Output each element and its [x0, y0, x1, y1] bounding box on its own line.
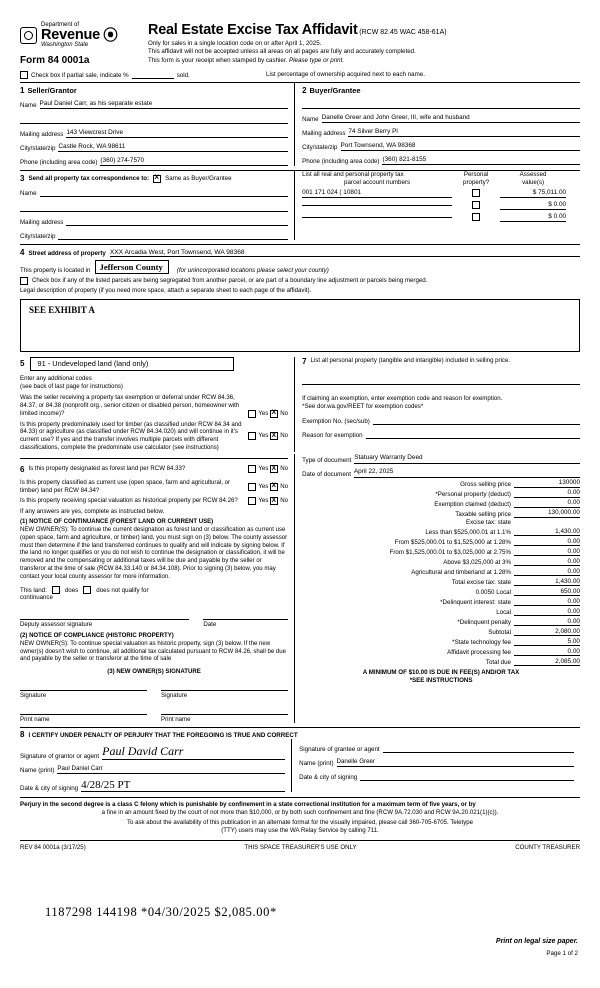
money-row: [302, 578, 580, 587]
buyer-city-label: City/state/zip: [302, 144, 338, 151]
money-row: [302, 568, 580, 577]
money-row: [302, 528, 580, 537]
exemption-note: If claiming an exemption, enter exemption code and reason for exemption.: [302, 394, 503, 402]
partial-sale-label: Check box if partial sale, indicate %: [31, 71, 129, 79]
new-owner-signature-label-2: Signature: [161, 692, 188, 700]
header-sub-1: Only for sales in a single location code on or after April 1, 2025.: [148, 40, 322, 47]
exemption-reason-input[interactable]: [366, 429, 580, 439]
money-label: Total excise tax: state: [451, 579, 511, 587]
money-value[interactable]: 130000: [514, 479, 580, 488]
section-4-number: 4: [20, 248, 25, 257]
legal-description-label: Legal description of property (if you need more space, attach a separate sheet to each page of the affidavit).: [20, 287, 312, 294]
money-label: Excise tax: state: [465, 519, 511, 527]
page-title: Real Estate Excise Tax Affidavit: [148, 22, 358, 38]
seller-city-label: City/state/zip: [20, 145, 56, 152]
docdate-input[interactable]: April 22, 2025: [354, 468, 580, 478]
assessed-head-line2: value(s): [522, 178, 545, 186]
money-row: [302, 558, 580, 567]
money-row: [302, 648, 580, 657]
table-row: [302, 213, 580, 223]
s6q2-no-label: No: [280, 482, 289, 490]
land-does-checkbox[interactable]: [52, 586, 60, 594]
s6q1-no-checkbox[interactable]: [270, 465, 278, 473]
buyer-name-label: Name: [302, 116, 319, 123]
perjury-line-1: Perjury in the second degree is a class C felony which is punishable by confinement in a state correctional institution for a maximum term of five years, or by: [20, 801, 476, 809]
minimum-due-note-1: A MINIMUM OF $10.00 IS DUE IN FEE(S) AND/OR TAX: [362, 669, 520, 677]
grantor-name-input[interactable]: Paul Daniel Carr: [57, 765, 285, 774]
located-in-label: This property is located in: [20, 267, 91, 274]
section-5-use-code: [20, 357, 295, 452]
legal-description-value: SEE EXHIBIT A: [29, 304, 95, 315]
partial-sale-checkbox[interactable]: [20, 71, 28, 79]
seller-phone-label: Phone (including area code): [20, 159, 98, 166]
county-treasurer-label: COUNTY TREASURER: [515, 843, 580, 851]
section-8-number: 8: [20, 730, 25, 740]
seller-mailing-input[interactable]: 143 Viewcrest Drive: [66, 129, 288, 139]
grantor-sig-label: Signature of grantor or agent: [20, 753, 100, 761]
grantee-sig-label: Signature of grantee or agent: [299, 746, 380, 754]
this-land-label: This land:: [20, 586, 47, 594]
money-row: [302, 538, 580, 547]
section-1-number: 1: [20, 86, 25, 95]
money-value[interactable]: 0.00: [514, 598, 580, 607]
money-row: [302, 618, 580, 627]
q2-no-checkbox[interactable]: [270, 432, 278, 440]
section-3-title: Send all property tax correspondence to:: [28, 175, 150, 182]
section-7-title: List all personal property (tangible and intangible) included in selling price.: [310, 356, 511, 364]
ownership-note: List percentage of ownership acquired next to each name.: [266, 71, 425, 78]
notice-1-title: (1) NOTICE OF CONTINUANCE (FOREST LAND OR CURRENT USE): [20, 519, 214, 526]
same-as-buyer-label: Same as Buyer/Grantee: [165, 175, 232, 182]
parcel-number-input[interactable]: [302, 205, 452, 207]
table-row: [302, 201, 580, 211]
money-label: Taxable selling price: [455, 510, 511, 518]
seller-name-input[interactable]: Paul Daniel Carr, as his separate estate: [40, 100, 289, 110]
land-does-not-label: does not qualify for: [96, 586, 149, 594]
exemption-no-label: Exemption No. (sec/sub): [302, 417, 370, 425]
land-does-not-checkbox[interactable]: [83, 586, 91, 594]
land-use-code-select[interactable]: 91 - Undeveloped land (land only): [30, 357, 234, 371]
s6q1-no-label: No: [280, 465, 289, 473]
money-value[interactable]: 1,430.00: [514, 578, 580, 587]
corr-mailing-label: Mailing address: [20, 219, 64, 226]
grantee-name-input[interactable]: Danelle Greer: [337, 758, 574, 767]
new-owner-printname-label-1: Print name: [20, 716, 50, 724]
q2-yes-label: Yes: [258, 432, 269, 440]
form-footer: [20, 840, 580, 851]
q2-no-label: No: [280, 432, 289, 440]
ada-line-1: To ask about the availability of this publication in an alternate format for the visually impaired, please call 360-705-6705. Teletype: [126, 818, 474, 826]
new-owner-signature-field-1[interactable]: [20, 681, 147, 691]
section-6-question-1: Is this property designated as forest land per RCW 84.33?: [28, 465, 186, 473]
s6q2-no-checkbox[interactable]: [270, 483, 278, 491]
buyer-city-input[interactable]: Port Townsend, WA 98368: [341, 142, 581, 152]
q1-yes-checkbox[interactable]: [248, 410, 256, 418]
assessed-value-input[interactable]: $ 0.00: [500, 213, 566, 222]
doctype-label: Type of document: [302, 456, 352, 464]
assessed-value-input[interactable]: $ 75,011.00: [500, 189, 566, 198]
money-label: From $1,525,000.01 to $3,025,000 at 2.75%: [389, 549, 511, 557]
section-8-title: I CERTIFY UNDER PENALTY OF PERJURY THAT THE FOREGOING IS TRUE AND CORRECT: [28, 732, 298, 740]
assessed-head-line1: Assessed: [519, 171, 547, 178]
correspondence-parcels-block: [20, 170, 580, 240]
treasurer-space-label: THIS SPACE TREASURER'S USE ONLY: [244, 843, 357, 851]
seller-phone-input[interactable]: (360) 274-7570: [100, 157, 288, 167]
deputy-assessor-date-label: Date: [203, 621, 217, 629]
header-sub-2: This affidavit will not be accepted unless all areas on all pages are fully and accurately completed.: [148, 48, 416, 56]
segregation-checkbox[interactable]: [20, 277, 28, 285]
perjury-line-2: a fine in an amount fixed by the court of not more than $10,000, or by both such confinement and fine (RCW 9A.72.030 and RCW 9A.20.021(1)(c)).: [101, 809, 499, 817]
grantee-signature-field[interactable]: [383, 744, 574, 753]
parcel-head-line2: parcel account numbers: [344, 178, 411, 186]
form-number: Form 84 0001a: [20, 55, 90, 66]
seller-city-input[interactable]: Castle Rock, WA 98611: [58, 143, 288, 153]
section-4-property-address: [20, 244, 580, 352]
legal-description-box[interactable]: [20, 299, 580, 352]
assessed-value-input[interactable]: $ 0.00: [500, 201, 566, 210]
corr-city-label: City/state/zip: [20, 233, 56, 240]
title-rcw: (RCW 82.45 WAC 458-61A): [359, 29, 447, 36]
dept-label: Department of: [41, 22, 80, 28]
money-value[interactable]: 0.00: [514, 548, 580, 557]
money-value[interactable]: 0.00: [514, 558, 580, 567]
swirl-icon: ⦿: [103, 27, 119, 44]
seller-name-label: Name: [20, 102, 37, 109]
parcel-head-line1: List all real and personal property tax: [302, 171, 404, 178]
corr-name-label: Name: [20, 190, 37, 197]
section-8-certification: [20, 727, 580, 792]
money-value[interactable]: 650.00: [514, 588, 580, 597]
money-row: [302, 548, 580, 557]
money-label: 0.0050 Local: [475, 589, 511, 597]
money-label: Gross selling price: [460, 480, 511, 488]
s6q1-yes-checkbox[interactable]: [248, 465, 256, 473]
same-as-buyer-checkbox[interactable]: [153, 175, 161, 183]
corr-mailing-input[interactable]: [66, 217, 288, 227]
property-address-input[interactable]: XXX Arcadia West, Port Townsend, WA 98368: [110, 249, 580, 257]
money-row: [302, 588, 580, 597]
section-6-number: 6: [20, 465, 25, 475]
rev-number: REV 84 0001a (3/17/25): [20, 843, 86, 851]
additional-codes-note: (see back of last page for instructions): [20, 382, 123, 390]
money-row: [302, 658, 580, 667]
money-row: [302, 519, 580, 526]
county-note: (for unincorporated locations please select your county): [176, 267, 329, 274]
money-row: [302, 598, 580, 607]
deputy-assessor-date-field[interactable]: [203, 610, 288, 620]
money-label: Local: [496, 609, 511, 617]
money-label: Agricultural and timberland at 1.28%: [411, 569, 511, 577]
grantor-signature-field[interactable]: Paul David Carr: [102, 744, 285, 760]
use-code-personal-block: [20, 357, 580, 452]
money-value[interactable]: 0.00: [514, 648, 580, 657]
s6q1-yes-label: Yes: [258, 465, 269, 473]
exemption-code-note: *See dor.wa.gov/REET for exemption codes*: [302, 402, 424, 410]
buyer-mailing-label: Mailing address: [302, 130, 346, 137]
s6q3-yes-label: Yes: [258, 497, 269, 505]
money-value[interactable]: 2,080.00: [514, 628, 580, 637]
exemption-reason-label: Reason for exemption: [302, 431, 363, 439]
table-row: [302, 189, 580, 199]
deputy-assessor-signature-field[interactable]: [20, 610, 189, 620]
header-sub-3-italic: Please type or print.: [289, 56, 345, 64]
new-owner-printname-label-2: Print name: [161, 716, 191, 724]
money-label: Less than $525,000.01 at 1.1%: [425, 529, 511, 537]
excise-tax-calculation: [295, 454, 580, 723]
grantee-name-label: Name (print): [299, 760, 334, 768]
corr-name-input[interactable]: [40, 188, 289, 198]
money-value[interactable]: 0.00: [514, 608, 580, 617]
notice-2-title: (2) NOTICE OF COMPLIANCE (HISTORIC PROPERTY): [20, 633, 174, 640]
section-4-title: Street address of property: [28, 250, 106, 257]
money-label: Exemption claimed (deduct): [434, 500, 511, 508]
money-value: [514, 526, 580, 527]
money-label: Above $3,025,000 at 3%: [443, 559, 511, 567]
segregation-label: Check box if any of the listed parcels are being segregated from another parcel, or are part of a boundary line adjustment or parcels being merged.: [32, 277, 428, 284]
exemption-question-1: Was the seller receiving a property tax exemption or deferral under RCW 84.36, 84.37, or 84.38 (nonprofit org., senior citizen or disabled person, homeowner with limited income)?: [20, 393, 240, 417]
grantor-name-label: Name (print): [20, 767, 55, 775]
grantee-certification: [291, 739, 580, 792]
grantee-date-label: Date & city of signing: [299, 774, 358, 782]
perjury-notice: [20, 797, 580, 835]
revenue-label: Revenue: [41, 27, 101, 44]
money-value[interactable]: 0.00: [514, 568, 580, 577]
q1-no-checkbox[interactable]: [270, 410, 278, 418]
money-label: *Delinquent interest: state: [440, 599, 511, 607]
page-number: Page 1 of 2: [546, 950, 578, 957]
money-label: *State technology fee: [452, 639, 511, 647]
money-label: From $525,000.01 to $1,525,000 at 1.28%: [394, 539, 511, 547]
parcel-number-input[interactable]: 001 171 024 ( 10801: [302, 189, 452, 198]
partial-sale-sold: sold.: [176, 71, 190, 79]
q2-yes-checkbox[interactable]: [248, 432, 256, 440]
money-row: [302, 489, 580, 498]
money-row: [302, 479, 580, 488]
money-value[interactable]: 5.00: [514, 638, 580, 647]
header-sub-3: This form is your receipt when stamped by cashier.: [148, 56, 288, 64]
deputy-assessor-label: Deputy assessor signature: [20, 621, 93, 629]
county-select[interactable]: Jefferson County: [95, 260, 169, 274]
s6q2-yes-label: Yes: [258, 482, 269, 490]
q1-no-label: No: [280, 409, 289, 417]
money-label: Subtotal: [488, 629, 511, 637]
parcel-table: [295, 171, 580, 240]
new-owner-signature-label-1: Signature: [20, 692, 47, 700]
s6q2-yes-checkbox[interactable]: [248, 483, 256, 491]
state-label: Washington State: [41, 42, 89, 48]
section-2-title: Buyer/Grantee: [309, 86, 361, 95]
if-yes-note: If any answers are yes, complete as instructed below.: [20, 508, 165, 516]
parcel-number-input[interactable]: [302, 217, 452, 219]
section-7-personal-property: [295, 357, 580, 452]
money-label: Total due: [485, 659, 511, 667]
new-owner-signature-field-2[interactable]: [161, 681, 288, 691]
grantee-date-input[interactable]: [360, 772, 574, 781]
grantor-certification: [20, 739, 291, 792]
grantor-date-input[interactable]: 4/28/25 PT: [81, 779, 285, 792]
exemption-no-input[interactable]: [373, 415, 580, 425]
continuance-label: continuance: [20, 594, 53, 602]
personal-head-line2: property?: [463, 178, 490, 186]
seller-buyer-block: [20, 82, 580, 166]
buyer-phone-label: Phone (including area code): [302, 158, 380, 165]
money-value[interactable]: 0.00: [514, 538, 580, 547]
money-value[interactable]: 1,430.00: [514, 528, 580, 537]
buyer-mailing-input[interactable]: 74 Silver Berry Pl: [348, 128, 580, 138]
section-5-number: 5: [20, 359, 25, 369]
section-6-question-3: Is this property receiving special valuation as historical property per RCW 84.26?: [20, 497, 238, 505]
personal-property-checkbox[interactable]: [472, 201, 480, 209]
section-3-correspondence: [20, 171, 295, 240]
s6q3-no-label: No: [280, 497, 289, 505]
title-block: [138, 22, 580, 65]
money-label: *Delinquent penalty: [457, 619, 511, 627]
grantor-date-label: Date & city of signing: [20, 785, 79, 793]
money-row: [302, 608, 580, 617]
money-label: Affidavit processing fee: [447, 649, 511, 657]
section-1-title: Seller/Grantor: [27, 86, 77, 95]
money-row: [302, 638, 580, 647]
money-value[interactable]: 0.00: [514, 499, 580, 508]
section-1-seller: [20, 83, 295, 166]
seller-mailing-label: Mailing address: [20, 131, 64, 138]
buyer-phone-input[interactable]: (360) 821-8155: [382, 156, 580, 166]
exemption-question-2: Is this property predominately used for timber (as classified under RCW 84.34 and 84.33) or agriculture (as classified under RCW 84.34.020) and will continue in it's current use? If yes and the transfer involves multiple parcels with different classifications, complete the predominate use calculator (see instructions): [20, 420, 242, 452]
additional-codes-label: Enter any additional codes: [20, 374, 92, 382]
s6q3-yes-checkbox[interactable]: [248, 497, 256, 505]
money-row: [302, 499, 580, 508]
new-owner-printname-field-1[interactable]: [20, 705, 147, 715]
money-value[interactable]: 130,000.00: [514, 509, 580, 518]
minimum-due-note-2: *SEE INSTRUCTIONS: [409, 677, 473, 685]
reet-affidavit-form: [20, 22, 580, 851]
money-value[interactable]: 0.00: [514, 618, 580, 627]
washington-seal-icon: [20, 27, 37, 44]
dor-logo-block: [20, 22, 138, 66]
money-row: [302, 509, 580, 518]
form-header: [20, 22, 580, 66]
new-owner-printname-field-2[interactable]: [161, 705, 288, 715]
section-6-designations: [20, 454, 295, 723]
docdate-label: Date of document: [302, 470, 351, 478]
q1-yes-label: Yes: [258, 409, 269, 417]
money-row: [302, 628, 580, 637]
section-2-number: 2: [302, 86, 307, 95]
treasurer-stamp: 1187298 144198 *04/30/2025 $2,085.00*: [45, 905, 277, 919]
section-7-number: 7: [302, 356, 307, 366]
money-label: *Personal property (deduct): [435, 490, 511, 498]
personal-property-checkbox[interactable]: [472, 189, 480, 197]
land-does-label: does: [64, 586, 79, 594]
partial-sale-row: [20, 71, 580, 79]
section-6-question-2: Is this property classified as current use (open space, farm and agricultural, or timber) land per RCW 84.34?: [20, 478, 230, 494]
notice-2-body: NEW OWNER(S): To continue special valuation as historic property, sign (3) below. If the new owner(s) doesn't wish to continue, all additional tax calculated pursuant to RCW 84.26, shall be due and payable by the seller or transferor at the time of sale: [20, 640, 287, 663]
buyer-name-input[interactable]: Danelle Greer and John Greer, III, wife and husband: [322, 114, 580, 124]
ada-line-2: (TTY) users may use the WA Relay Service by calling 711.: [221, 826, 379, 834]
notice-1-body: NEW OWNER(S): To continue the current designation as forest land or classification as current use (open space, farm and agriculture, or timber) land, you must sign on (3) below. The county assessor must then determine if the land transferred continues to qualify and will indicate by signing below. If the land no longer qualifies or you do not wish to continue the designation or classification, it will be removed and the compensating or additional taxes will be due and payable by the seller or transferor at the time of sale (RCW 84.33.140 or 84.34.108). Prior to signing (3) below, you may contact your local county assessor for more information.: [20, 527, 288, 580]
section-2-buyer: [295, 83, 580, 166]
section-6-money-block: [20, 454, 580, 723]
personal-head-line1: Personal: [463, 171, 489, 178]
personal-property-checkbox[interactable]: [472, 213, 480, 221]
doctype-input[interactable]: Statuary Warranty Deed: [354, 454, 580, 464]
s6q3-no-checkbox[interactable]: [270, 497, 278, 505]
section-3-number: 3: [20, 174, 25, 183]
legal-size-note: Print on legal size paper.: [495, 938, 578, 945]
money-value[interactable]: 2,085.00: [514, 658, 580, 667]
corr-city-input[interactable]: [58, 231, 288, 241]
notice-3-title: (3) NEW OWNER(S) SIGNATURE: [107, 668, 201, 676]
money-value[interactable]: 0.00: [514, 489, 580, 498]
